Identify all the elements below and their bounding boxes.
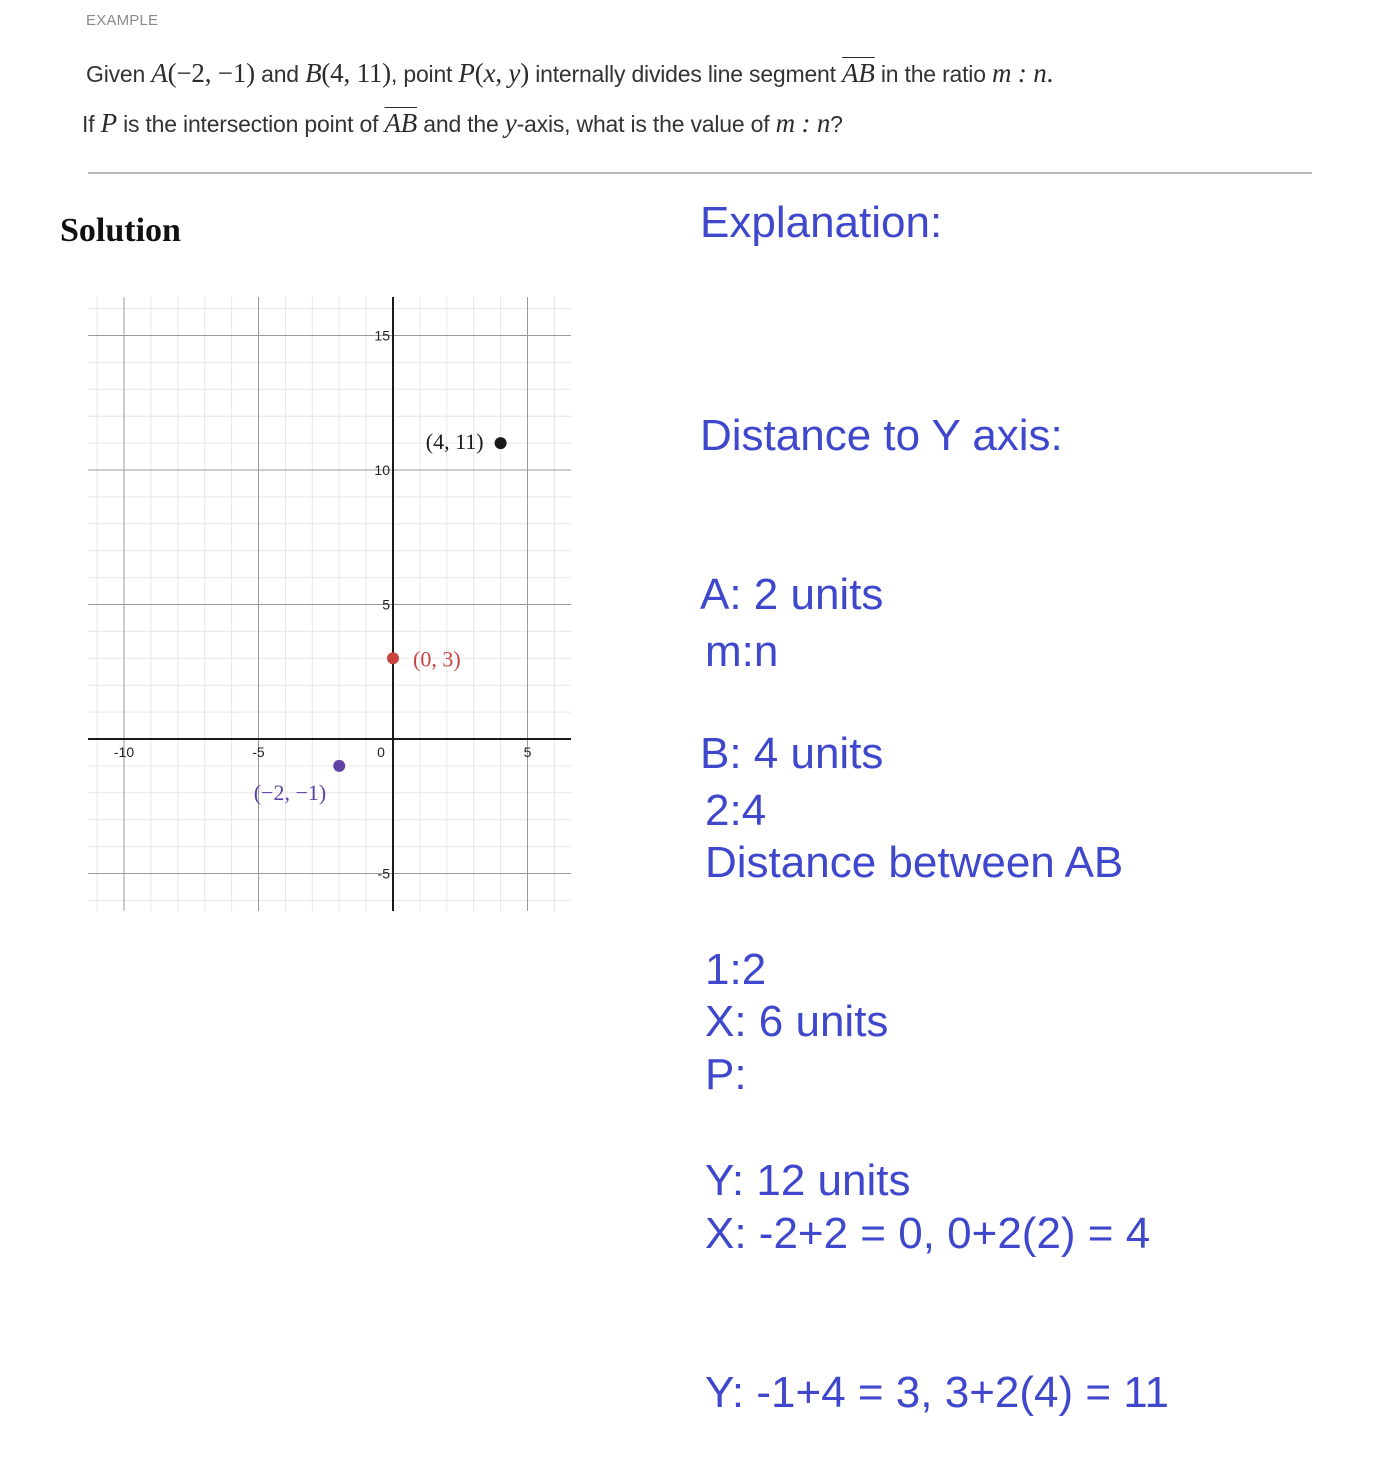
var-y: y (504, 108, 517, 138)
problem-statement-line-1 (86, 58, 1053, 89)
point-a-label: (−2, −1) (253, 779, 327, 805)
block-heading: Distance to Y axis: (700, 411, 1063, 460)
coordinate-graph (88, 297, 571, 911)
y-tick-label: 15 (374, 327, 390, 344)
section-divider (88, 172, 1312, 174)
point-a-coords: (−2, −1) (167, 58, 255, 88)
y-tick-label: 10 (374, 462, 390, 478)
x-tick-label: 5 (523, 744, 532, 760)
point-b-symbol: B (305, 58, 322, 88)
x-tick-label: -10 (113, 744, 135, 760)
problem-text: and the (417, 111, 505, 137)
problem-statement-line-2 (82, 108, 843, 139)
solution-heading: Solution (60, 212, 181, 249)
distance-b: B: 4 units (700, 729, 884, 778)
point-b-marker[interactable] (495, 437, 507, 449)
problem-text: If (82, 111, 101, 137)
ratio-simplified: 1:2 (705, 945, 767, 994)
explanation-title: Explanation: (700, 198, 943, 247)
example-label: EXAMPLE (86, 12, 159, 29)
point-b-coords: (4, 11) (321, 58, 391, 88)
block-heading: Distance between AB (705, 838, 1124, 887)
ratio-m-n: m : n (775, 108, 831, 138)
paren: ) (520, 58, 530, 88)
graph-canvas (88, 297, 571, 911)
p-x-calc: X: -2+2 = 0, 0+2(2) = 4 (705, 1209, 1151, 1258)
segment-ab: $\overline{AB}$ (842, 58, 875, 88)
paren: ( (474, 58, 484, 88)
point-a-marker[interactable] (333, 760, 345, 772)
distance-y: Y: 12 units (705, 1156, 911, 1205)
x-tick-label: 0 (377, 744, 385, 760)
problem-text: is the intersection point of (116, 111, 385, 137)
period: . (1046, 58, 1054, 88)
p-y-calc: Y: -1+4 = 3, 3+2(4) = 11 (705, 1368, 1169, 1417)
point-p-marker[interactable] (387, 652, 399, 664)
ratio-raw: 2:4 (705, 786, 767, 835)
distance-a: A: 2 units (700, 570, 884, 619)
point-p-symbol: P (100, 108, 117, 138)
p-calculation-block (705, 942, 1169, 1472)
ratio-m-n: m : n (992, 58, 1047, 88)
problem-text: internally divides line segment (529, 61, 843, 87)
x-tick-label: -5 (252, 744, 265, 760)
block-heading: P: (705, 1050, 747, 1099)
point-p-symbol: P (458, 58, 475, 88)
problem-text: , point (390, 61, 459, 87)
distance-x: X: 6 units (705, 997, 889, 1046)
var-y: y (508, 58, 521, 88)
point-a-symbol: A (151, 58, 168, 88)
problem-text: -axis, what is the value of (516, 111, 776, 137)
segment-ab: $\overline{AB}$ (384, 108, 418, 138)
y-tick-label: -5 (377, 865, 390, 882)
problem-text: in the ratio (874, 61, 993, 87)
problem-text: and (254, 61, 306, 87)
problem-text: Given (86, 61, 152, 87)
point-p-label: (0, 3) (413, 646, 461, 672)
var-x: x (483, 58, 496, 88)
point-b-label: (4, 11) (425, 429, 484, 455)
y-tick-label: 5 (382, 596, 390, 613)
ratio-heading: m:n (705, 627, 779, 676)
problem-text: ? (830, 111, 843, 137)
comma: , (495, 58, 509, 88)
